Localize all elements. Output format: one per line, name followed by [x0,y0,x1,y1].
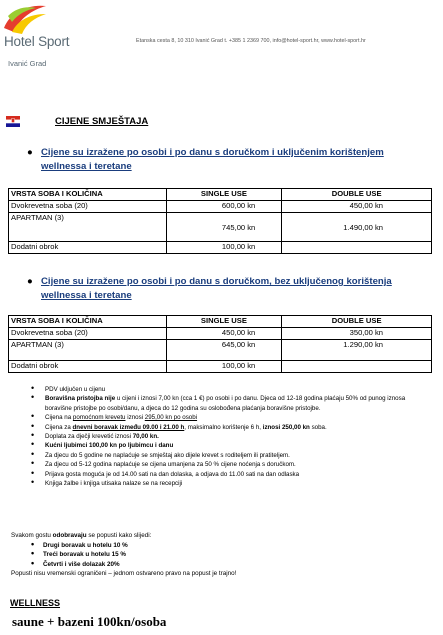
discount-footer: Popusti nisu vremenski ograničeni – jednom ostvareno pravo na popust je trajno! [11,570,237,578]
list-item: • Cijena na pomoćnom krevetu iznosi 295,00 kn po osobi [31,413,431,422]
double-price-cell: 450,00 kn [282,201,432,213]
column-header: DOUBLE USE [282,316,432,328]
croatian-flag-icon [6,116,20,127]
room-type-cell: Dodatni obrok [9,361,167,373]
single-price-cell: 100,00 kn [166,242,282,254]
double-price-cell [282,361,432,373]
table-row [9,213,432,242]
hotel-sport-logo [2,2,50,36]
discount-section [11,531,236,579]
room-type-cell: Dodatni obrok [9,242,167,254]
list-item: • Četvrti i više dolazak 20% [11,560,236,570]
double-price-cell [282,242,432,254]
price-heading-with-wellness: ● Cijene su izražene po osobi i po danu s doručkom i uključenim korištenjem wellnessa i teretane [27,147,384,172]
column-header: SINGLE USE [166,189,282,201]
discount-list [11,541,236,570]
column-header: DOUBLE USE [282,189,432,201]
room-type-cell: Dvokrevetna soba (20) [9,201,167,213]
hotel-contact-address: Etanska cesta 8, 10 310 Ivanić Grad t. +385 1 2369 700, info@hotel-sport.hr, www.hotel-sport.hr [136,38,366,44]
list-item: • Za djecu do 5 godine ne naplaćuje se smještaj ako dijele krevet s roditeljem ili pratiteljem. [31,451,431,460]
price-heading-without-wellness: ● Cijene su izražene po osobi i po danu s doručkom, bez uključenog korištenja wellnessa i teretane [27,276,392,301]
list-item: • Kućni ljubimci 100,00 kn po ljubimcu i danu [31,441,431,450]
table-row [9,361,432,373]
list-item: • Treći boravak u hotelu 15 % [11,550,236,560]
single-price-cell: 600,00 kn [166,201,282,213]
bullet-icon: ● [27,276,33,287]
price-table-without-wellness [8,315,432,373]
table-header-row [9,316,432,328]
column-header: VRSTA SOBA I KOLIČINA [9,316,167,328]
column-header: SINGLE USE [166,316,282,328]
list-item: • Prijava gosta moguća je od 14.00 sati na dan dolaska, a odjava do 11.00 sati na dan odlaska [31,470,431,479]
room-type-cell: APARTMAN (3) [9,213,167,242]
double-price-cell: 1.290,00 kn [282,340,432,361]
table-row [9,201,432,213]
list-item: • Boravišna pristojba nije u cijeni i iznosi 7,00 kn (cca 1 €) po osobi i po danu. Djeca od 12-18 godina plaćaju 50% od punog iznosa boravišne pristojbe po osobi/danu, a djeca do 12 godina su oslobođena plaćanja boravišne pristojbe. [31,394,431,413]
double-price-cell: 350,00 kn [282,328,432,340]
price-table-with-wellness [8,188,432,254]
list-item: • Knjiga žalbe i knjiga utisaka nalaze se na recepciji [31,479,431,488]
single-price-cell: 645,00 kn [166,340,282,361]
room-type-cell: APARTMAN (3) [9,340,167,361]
column-header: VRSTA SOBA I KOLIČINA [9,189,167,201]
table-row [9,242,432,254]
discount-intro: Svakom gostu odobravaju se popusti kako slijedi: [11,532,152,539]
room-type-cell: Dvokrevetna soba (20) [9,328,167,340]
wellness-title: WELLNESS [10,598,61,608]
list-item: • Za djecu od 5-12 godina naplaćuje se cijena umanjena za 50 % cijene noćenja s doručkom. [31,460,431,469]
double-price-cell: 1.490,00 kn [282,213,432,242]
hotel-brand-name: Hotel Sport [4,34,70,49]
table-header-row [9,189,432,201]
bullet-icon: ● [27,147,33,158]
list-item: • Drugi boravak u hotelu 10 % [11,541,236,551]
terms-list [31,385,431,488]
hotel-city: Ivanić Grad [8,59,47,68]
list-item: • Cijena za dnevni boravak između 09.00 i 21.00 h, maksimalno korištenje 6 h, iznosi 250,00 kn soba. [31,423,431,432]
single-price-cell: 745,00 kn [166,213,282,242]
single-price-cell: 100,00 kn [166,361,282,373]
list-item: • Doplata za dječji krevetić iznosi 70,00 kn. [31,432,431,441]
table-row [9,328,432,340]
wellness-price: saune + bazeni 100kn/osoba [12,614,167,629]
single-price-cell: 450,00 kn [166,328,282,340]
table-row [9,340,432,361]
list-item: • PDV uključen u cijenu [31,385,431,394]
section-title: CIJENE SMJEŠTAJA [55,116,149,127]
